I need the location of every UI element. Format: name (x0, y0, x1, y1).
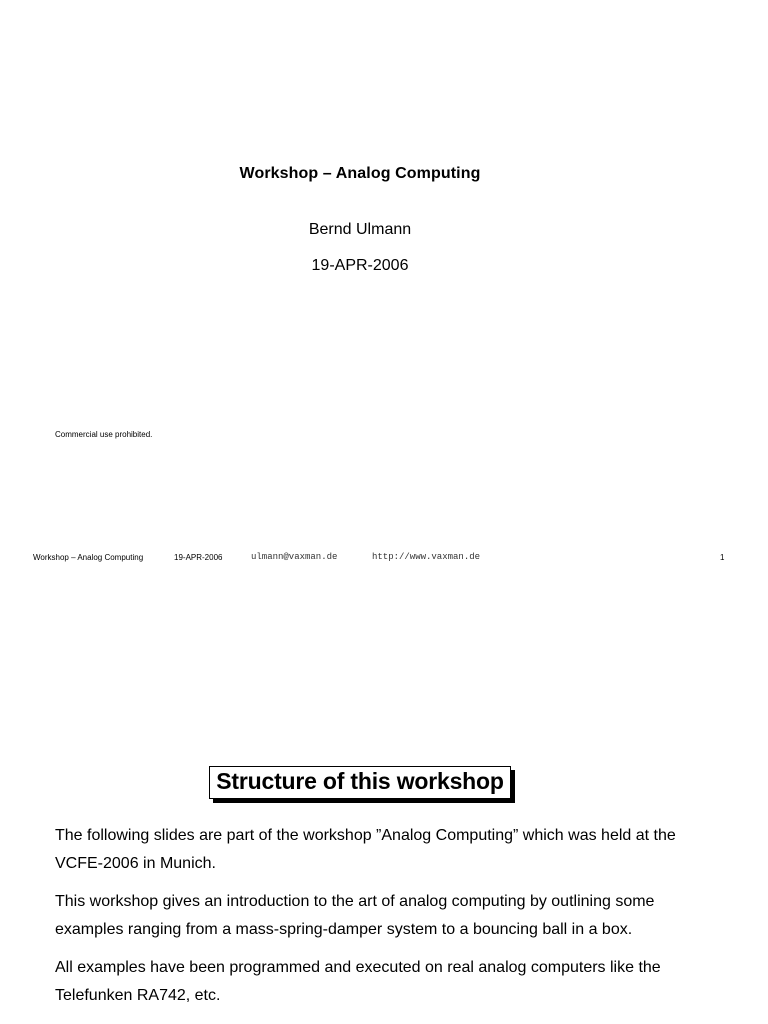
body-paragraph: All examples have been programmed and executed on real analog computers like the Telefunken RA742, etc. (55, 959, 661, 1004)
presentation-date: 19-APR-2006 (311, 257, 409, 274)
footer-page-number: 1 (720, 553, 725, 562)
slide-body (55, 822, 685, 1020)
footer-date: 19-APR-2006 (174, 553, 223, 562)
footer-url-link[interactable]: http://www.vaxman.de (372, 552, 481, 562)
footer-email-link[interactable]: ulmann@vaxman.de (251, 552, 338, 562)
author-name: Bernd Ulmann (308, 221, 412, 238)
footer-title: Workshop – Analog Computing (33, 553, 144, 562)
slide-footer (0, 553, 768, 567)
body-paragraph: This workshop gives an introduction to the art of analog computing by outlining some examples ranging from a mass-spring-damper system to a bouncing ball in a box. (55, 893, 655, 938)
slide-title: Workshop – Analog Computing (239, 165, 481, 182)
body-paragraph: The following slides are part of the workshop ”Analog Computing” which was held at the VCFE-2006 in Munich. (55, 827, 676, 872)
structure-slide (0, 590, 768, 1024)
usage-notice: Commercial use prohibited. (55, 430, 153, 439)
slide-heading: Structure of this workshop (209, 766, 510, 799)
